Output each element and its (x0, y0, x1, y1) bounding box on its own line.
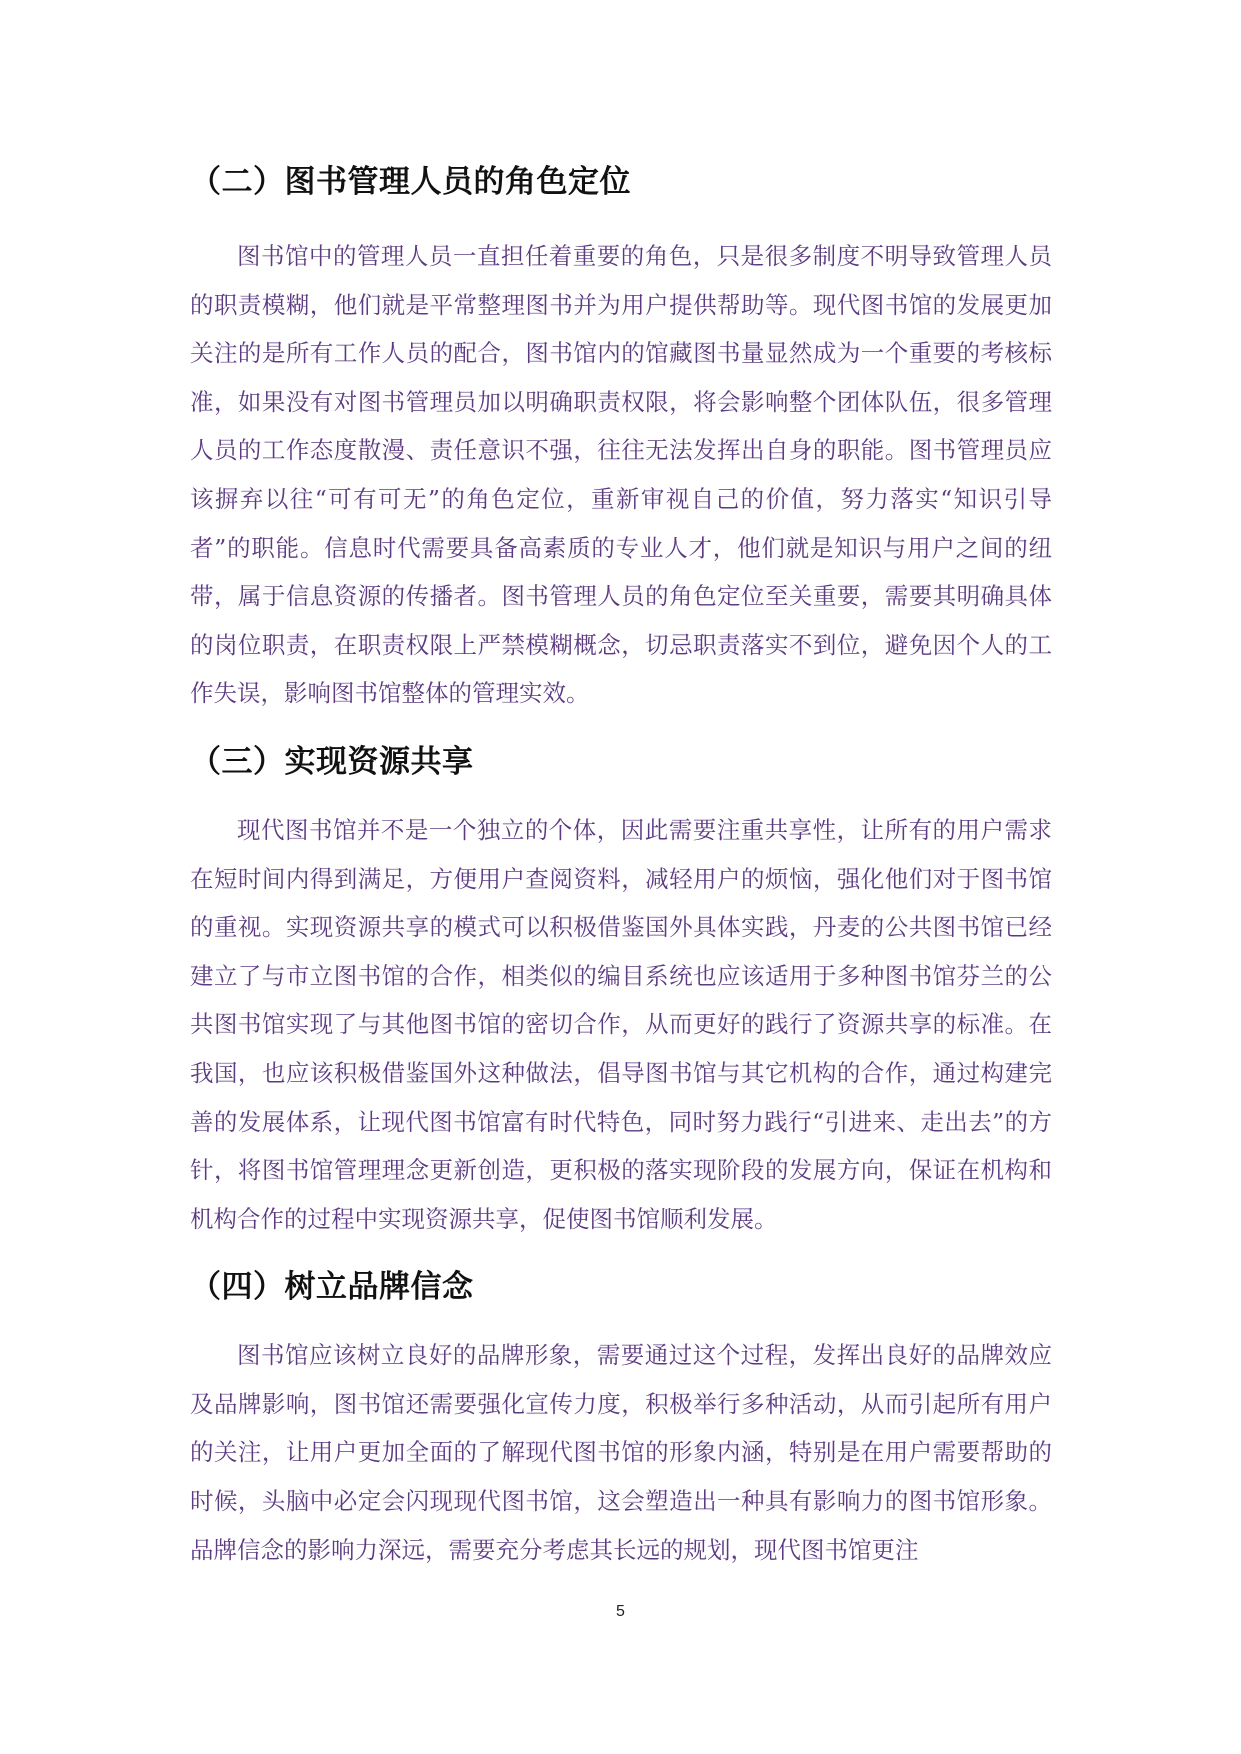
section-heading-brand-belief: （四）树立品牌信念 (190, 1269, 474, 1306)
section-heading-role-positioning: （二）图书管理人员的角色定位 (190, 164, 631, 200)
section-heading-resource-sharing: （三）实现资源共享 (190, 743, 474, 780)
section-paragraph-resource-sharing: 现代图书馆并不是一个独立的个体，因此需要注重共享性，让所有的用户需求在短时间内得到满足，方便用户查阅资料，减轻用户的烦恼，强化他们对于图书馆的重视。实现资源共享的模式可以积极借鉴国外具体实践，丹麦的公共图书馆已经建立了与市立图书馆的合作，相类似的编目系统也应该适用于多种图书馆芬兰的公共图书馆实现了与其他图书馆的密切合作，从而更好的践行了资源共享的标准。在我国，也应该积极借鉴国外这种做法，倡导图书馆与其它机构的合作，通过构建完善的发展体系，让现代图书馆富有时代特色，同时努力践行“引进来、走出去”的方针，将图书馆管理理念更新创造，更积极的落实现阶段的发展方向，保证在机构和机构合作的过程中实现资源共享，促使图书馆顺利发展。 (190, 815, 1052, 1233)
section-paragraph-role-positioning: 图书馆中的管理人员一直担任着重要的角色，只是很多制度不明导致管理人员的职责模糊，他们就是平常整理图书并为用户提供帮助等。现代图书馆的发展更加关注的是所有工作人员的配合，图书馆内的馆藏图书量显然成为一个重要的考核标准，如果没有对图书管理员加以明确职责权限，将会影响整个团体队伍，很多管理人员的工作态度散漫、责任意识不强，往往无法发挥出自身的职能。图书管理员应该摒弃以往“可有可无”的角色定位，重新审视自己的价值，努力落实“知识引导者”的职能。信息时代需要具备高素质的专业人才，他们就是知识与用户之间的纽带，属于信息资源的传播者。图书管理人员的角色定位至关重要，需要其明确具体的岗位职责，在职责权限上严禁模糊概念，切忌职责落实不到位，避免因个人的工作失误，影响图书馆整体的管理实效。 (190, 242, 1052, 708)
section-paragraph-brand-belief: 图书馆应该树立良好的品牌形象，需要通过这个过程，发挥出良好的品牌效应及品牌影响，图书馆还需要强化宣传力度，积极举行多种活动，从而引起所有用户的关注，让用户更加全面的了解现代图书馆的形象内涵，特别是在用户需要帮助的时候，头脑中必定会闪现现代图书馆，这会塑造出一种具有影响力的图书馆形象。品牌信念的影响力深远，需要充分考虑其长远的规划，现代图书馆更注 (190, 1341, 1052, 1564)
page-content (190, 160, 1052, 1574)
page-number: 5 (616, 1603, 625, 1620)
